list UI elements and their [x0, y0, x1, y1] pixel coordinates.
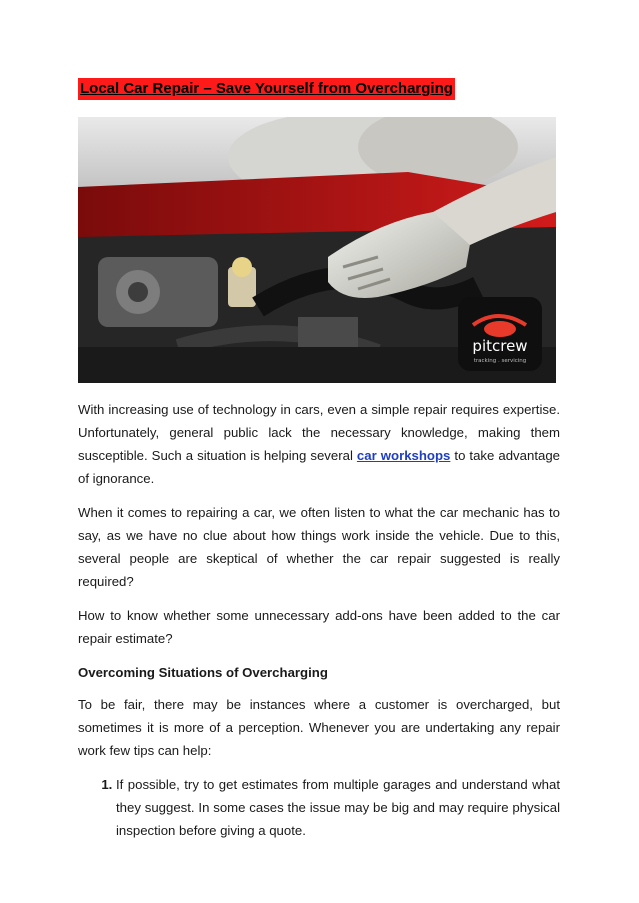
article-body	[78, 398, 560, 842]
engine-photo-illustration	[78, 117, 556, 383]
paragraph-2: When it comes to repairing a car, we often listen to what the car mechanic has to say, as we have no clue about how things work inside the vehicle. Due to this, several people are skeptical of whether the car repair suggested is really required?	[78, 505, 560, 589]
pitcrew-logo	[458, 297, 542, 371]
logo-tagline: tracking . servicing	[473, 358, 527, 364]
hero-image	[78, 117, 556, 383]
subheading: Overcoming Situations of Overcharging	[78, 665, 328, 680]
title-wrap	[78, 78, 455, 100]
list-item: 1. If possible, try to get estimates from multiple garages and understand what they suggest. In some cases the issue may be big and may require physical inspection before giving a quote.	[116, 773, 560, 842]
paragraph-3: How to know whether some unnecessary add-ons have been added to the car repair estimate?	[78, 608, 560, 646]
paragraph-1: With increasing use of technology in cars, even a simple repair requires expertise. Unfortunately, general public lack the necessary knowledge, making them susceptible. Such a situation is helping several car workshops to take advantage of ignorance.	[78, 402, 560, 486]
paragraph-4: To be fair, there may be instances where a customer is overcharged, but sometimes it is more of a perception. Whenever you are undertaking any repair work few tips can help:	[78, 697, 560, 758]
page-title: Local Car Repair – Save Yourself from Overcharging	[78, 78, 455, 100]
logo-text: pitcrew	[472, 337, 528, 355]
tips-list	[78, 773, 560, 842]
car-workshops-link[interactable]: car workshops	[356, 448, 451, 463]
